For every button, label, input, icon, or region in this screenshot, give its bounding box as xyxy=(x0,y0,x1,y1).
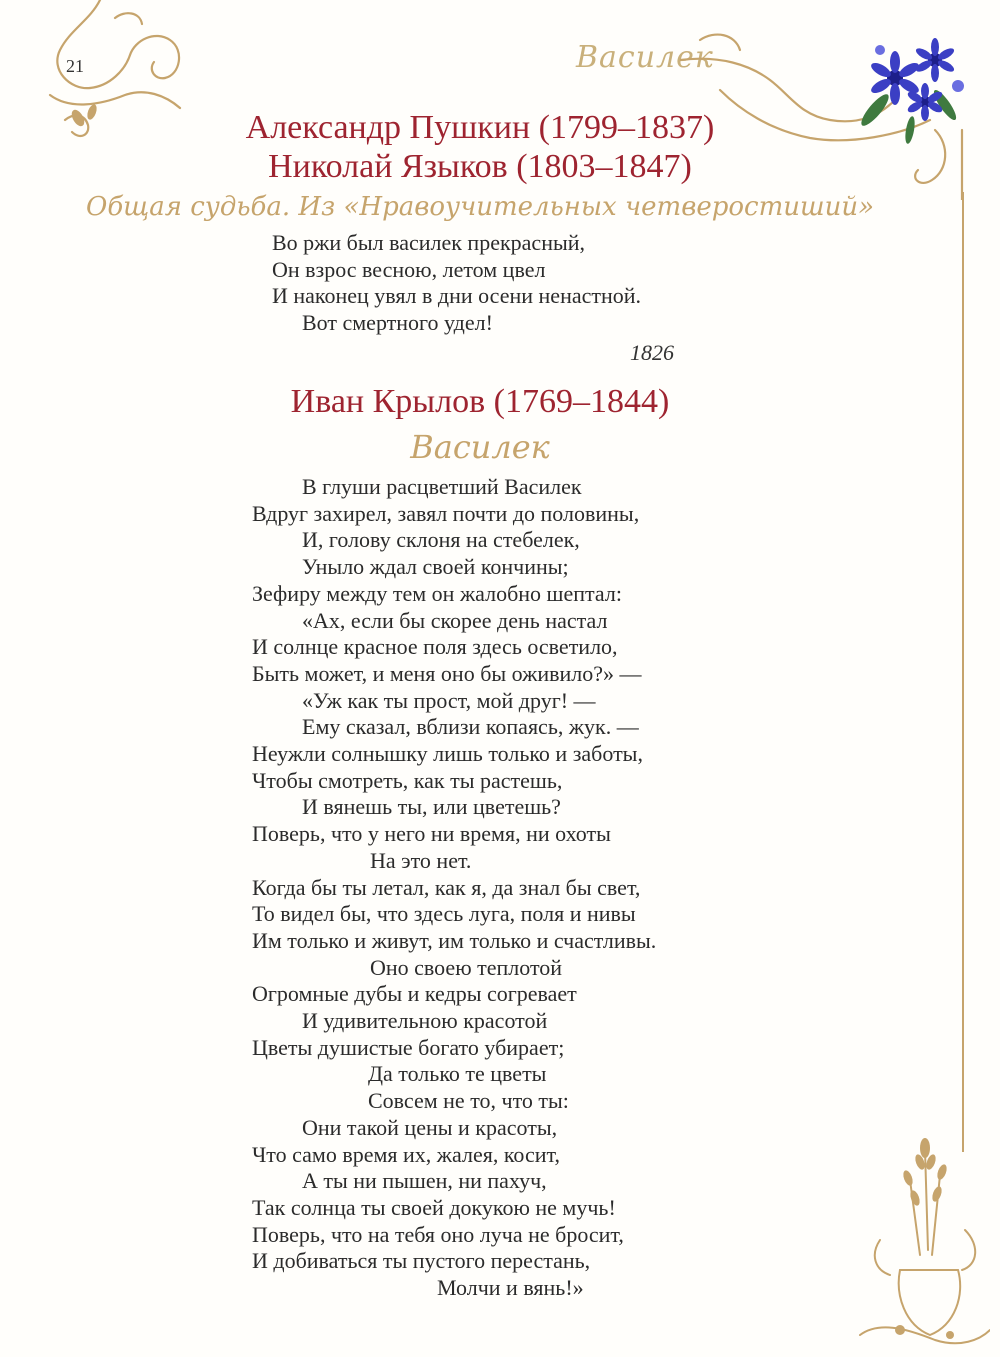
poem-line: Совсем не то, что ты: xyxy=(368,1088,569,1114)
poem-common-fate xyxy=(272,230,641,337)
poem-title-vasilek: Василек xyxy=(410,428,550,466)
poem-vasilek xyxy=(252,474,656,1302)
poem-line: И наконец увял в дни осени ненастной. xyxy=(272,283,642,309)
poem-line: Зефиру между тем он жалобно шептал: xyxy=(252,580,622,606)
poem-line: Что само время их, жалея, косит, xyxy=(252,1141,560,1167)
poem-line: Чтобы смотреть, как ты растешь, xyxy=(252,767,563,793)
poem-line: И удивительною красотой xyxy=(302,1008,548,1034)
poem-date: 1826 xyxy=(630,340,674,365)
page-number: 21 xyxy=(66,56,84,76)
author-krylov: Иван Крылов (1769–1844) xyxy=(290,383,670,420)
poem-line: Уныло ждал своей кончины; xyxy=(302,554,569,580)
poem-line: Быть может, и меня оно бы оживило?» — xyxy=(252,660,642,686)
poem-line: Когда бы ты летал, как я, да знал бы свет, xyxy=(252,874,641,900)
right-border-rule xyxy=(962,192,964,1152)
poem-line: То видел бы, что здесь луга, поля и нивы xyxy=(252,901,636,927)
poem-line: И, голову склоня на стебелек, xyxy=(302,527,580,553)
poem-line: Ему сказал, вблизи копаясь, жук. — xyxy=(302,714,639,740)
poem-line: И солнце красное поля здесь осветило, xyxy=(252,634,618,660)
poem-line: И вянешь ты, или цветешь? xyxy=(302,794,561,820)
author-yazykov: Николай Языков (1803–1847) xyxy=(268,148,692,185)
poem-line: Им только и живут, им только и счастливы. xyxy=(252,927,657,953)
wheat-vase-ornament-icon xyxy=(840,1130,990,1350)
poem-line: Поверь, что на тебя оно луча не бросит, xyxy=(252,1221,624,1247)
poem-line: Оно своею теплотой xyxy=(370,954,563,980)
running-title: Василек xyxy=(576,40,714,75)
poem-line: Поверь, что у него ни время, ни охоты xyxy=(252,821,611,847)
poem-line: Во ржи был василек прекрасный, xyxy=(272,230,586,255)
poem-line: «Уж как ты прост, мой друг! — xyxy=(302,687,596,713)
poem-title-common-fate: Общая судьба. Из «Нравоучительных четверостиший» xyxy=(86,192,874,222)
poem-line: Молчи и вянь!» xyxy=(437,1275,584,1301)
poem-line: И добиваться ты пустого перестань, xyxy=(252,1248,591,1274)
poem-line: Они такой цены и красоты, xyxy=(302,1114,558,1140)
author-pushkin: Александр Пушкин (1799–1837) xyxy=(245,109,715,146)
poem-line: Огромные дубы и кедры согревает xyxy=(252,981,577,1007)
poem-line: В глуши расцветший Василек xyxy=(302,474,582,499)
poem-line: Так солнца ты своей докукою не мучь! xyxy=(252,1194,616,1220)
poem-line: «Ах, если бы скорее день настал xyxy=(302,607,608,633)
poem-line: Вдруг захирел, завял почти до половины, xyxy=(252,500,640,526)
poem-line: Неужли солнышку лишь только и заботы, xyxy=(252,741,643,767)
poem-line: Вот смертного удел! xyxy=(302,310,493,336)
poem-line: Цветы душистые богато убирает; xyxy=(252,1034,565,1060)
poem-line: Да только те цветы xyxy=(368,1061,547,1087)
poem-line: А ты ни пышен, ни пахуч, xyxy=(302,1168,547,1194)
poem-line: На это нет. xyxy=(370,847,472,873)
poem-line: Он взрос весною, летом цвел xyxy=(272,256,546,282)
